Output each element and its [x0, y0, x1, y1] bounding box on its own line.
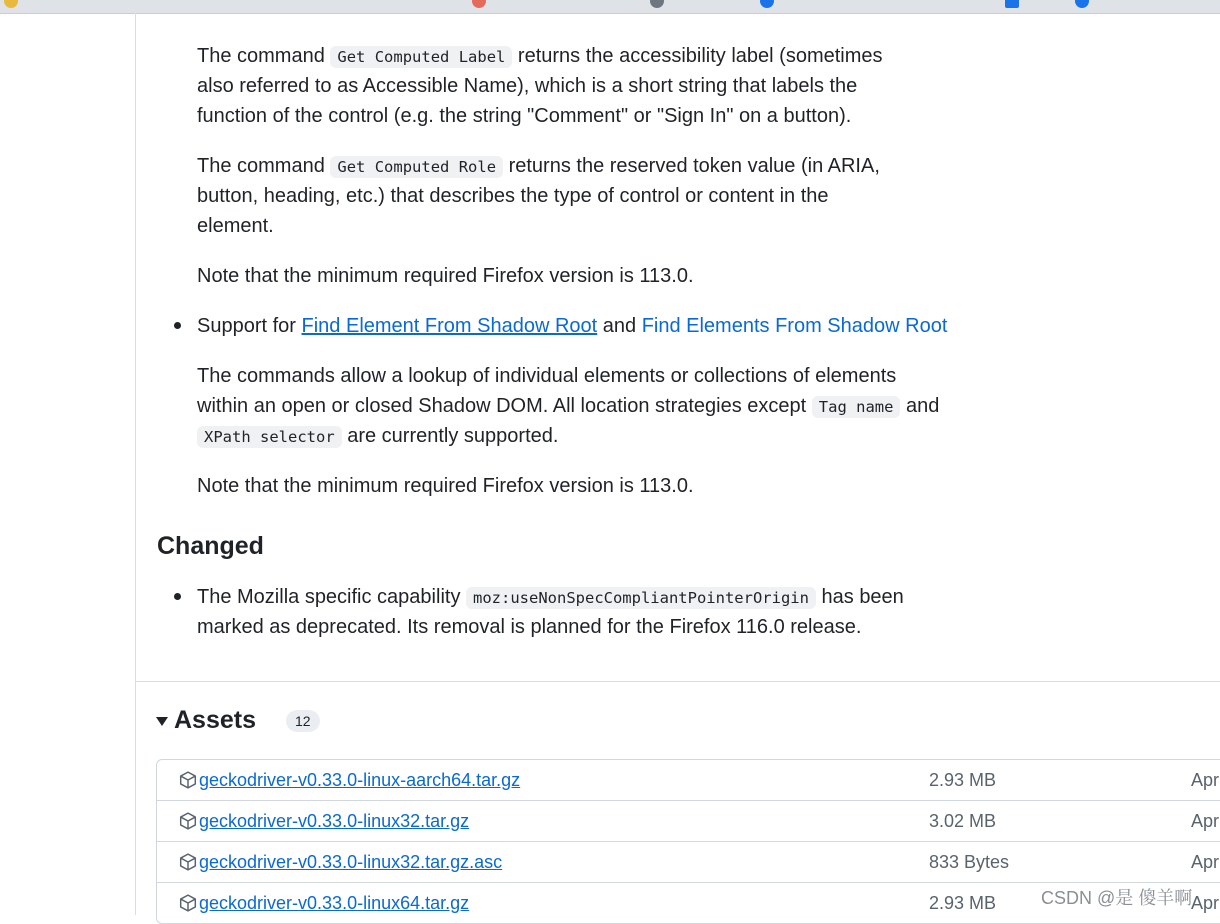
asset-size: 833 Bytes	[929, 852, 1010, 872]
version-note: Note that the minimum required Firefox version is 113.0.	[197, 475, 694, 497]
watermark: CSDN @是 傻羊啊	[1041, 888, 1193, 908]
bookmark-icon[interactable]	[4, 0, 18, 8]
package-icon	[179, 771, 197, 789]
asset-link[interactable]: geckodriver-v0.33.0-linux-aarch64.tar.gz	[199, 770, 521, 790]
text-line: element.	[197, 215, 274, 237]
package-icon	[179, 812, 197, 830]
assets-count-badge: 12	[286, 710, 320, 732]
triangle-down-icon	[156, 717, 168, 726]
package-icon	[179, 894, 197, 912]
changed-heading: Changed	[157, 532, 264, 560]
package-icon	[179, 853, 197, 871]
sidebar-divider	[135, 13, 136, 915]
text-line: The Mozilla specific capability moz:useNonSpecCompliantPointerOrigin has been	[197, 586, 904, 608]
asset-size: 3.02 MB	[929, 811, 997, 831]
text-line: The commands allow a lookup of individual elements or collections of elements	[197, 365, 897, 387]
asset-link[interactable]: geckodriver-v0.33.0-linux64.tar.gz	[199, 893, 470, 913]
text-line: button, heading, etc.) that describes the type of control or content in the	[197, 185, 829, 207]
bookmark-icon[interactable]	[650, 0, 664, 8]
text-line: function of the control (e.g. the string "Comment" or "Sign In" on a button).	[197, 105, 852, 127]
bullet-dot	[174, 322, 181, 329]
text-line: marked as deprecated. Its removal is planned for the Firefox 116.0 release.	[197, 616, 862, 638]
text-line: The command Get Computed Label returns the accessibility label (sometimes	[197, 45, 883, 67]
browser-bookmarks-bar	[0, 0, 1220, 14]
shadow-root-item: Support for Find Element From Shadow Root and Find Elements From Shadow Root	[197, 315, 948, 337]
assets-title: Assets	[174, 706, 256, 734]
asset-link[interactable]: geckodriver-v0.33.0-linux32.tar.gz	[199, 811, 470, 831]
link-find-element-from-shadow-root[interactable]: Find Element From Shadow Root	[301, 315, 598, 337]
code-get-computed-label: Get Computed Label	[330, 46, 512, 68]
asset-row	[157, 801, 1220, 842]
code-get-computed-role: Get Computed Role	[330, 156, 503, 178]
code-xpath-selector: XPath selector	[197, 426, 342, 448]
assets-toggle[interactable]	[156, 706, 320, 735]
link-find-elements-from-shadow-root[interactable]: Find Elements From Shadow Root	[641, 315, 948, 337]
code-capability: moz:useNonSpecCompliantPointerOrigin	[466, 587, 816, 609]
text-line: The command Get Computed Role returns the reserved token value (in ARIA,	[197, 155, 880, 177]
text-line: XPath selector are currently supported.	[197, 421, 558, 452]
bookmark-icon[interactable]	[1075, 0, 1089, 8]
asset-size: 2.93 MB	[929, 770, 997, 790]
version-note: Note that the minimum required Firefox version is 113.0.	[197, 265, 694, 287]
text-line: also referred to as Accessible Name), which is a short string that labels the	[197, 75, 858, 97]
code-tag-name: Tag name	[812, 396, 901, 418]
asset-row	[157, 760, 1220, 801]
bookmark-icon[interactable]	[1005, 0, 1019, 8]
bullet-dot	[174, 593, 181, 600]
asset-date: Apr	[1191, 770, 1220, 790]
section-divider	[136, 681, 1220, 682]
text-line: within an open or closed Shadow DOM. All location strategies except Tag name and	[197, 395, 940, 417]
asset-size: 2.93 MB	[929, 893, 997, 913]
asset-row	[157, 842, 1220, 883]
asset-date: Apr	[1191, 811, 1220, 831]
bookmark-icon[interactable]	[760, 0, 774, 8]
bookmark-icon[interactable]	[472, 0, 486, 8]
asset-date: Apr	[1191, 893, 1220, 913]
asset-link[interactable]: geckodriver-v0.33.0-linux32.tar.gz.asc	[199, 852, 503, 872]
asset-date: Apr	[1191, 852, 1220, 872]
